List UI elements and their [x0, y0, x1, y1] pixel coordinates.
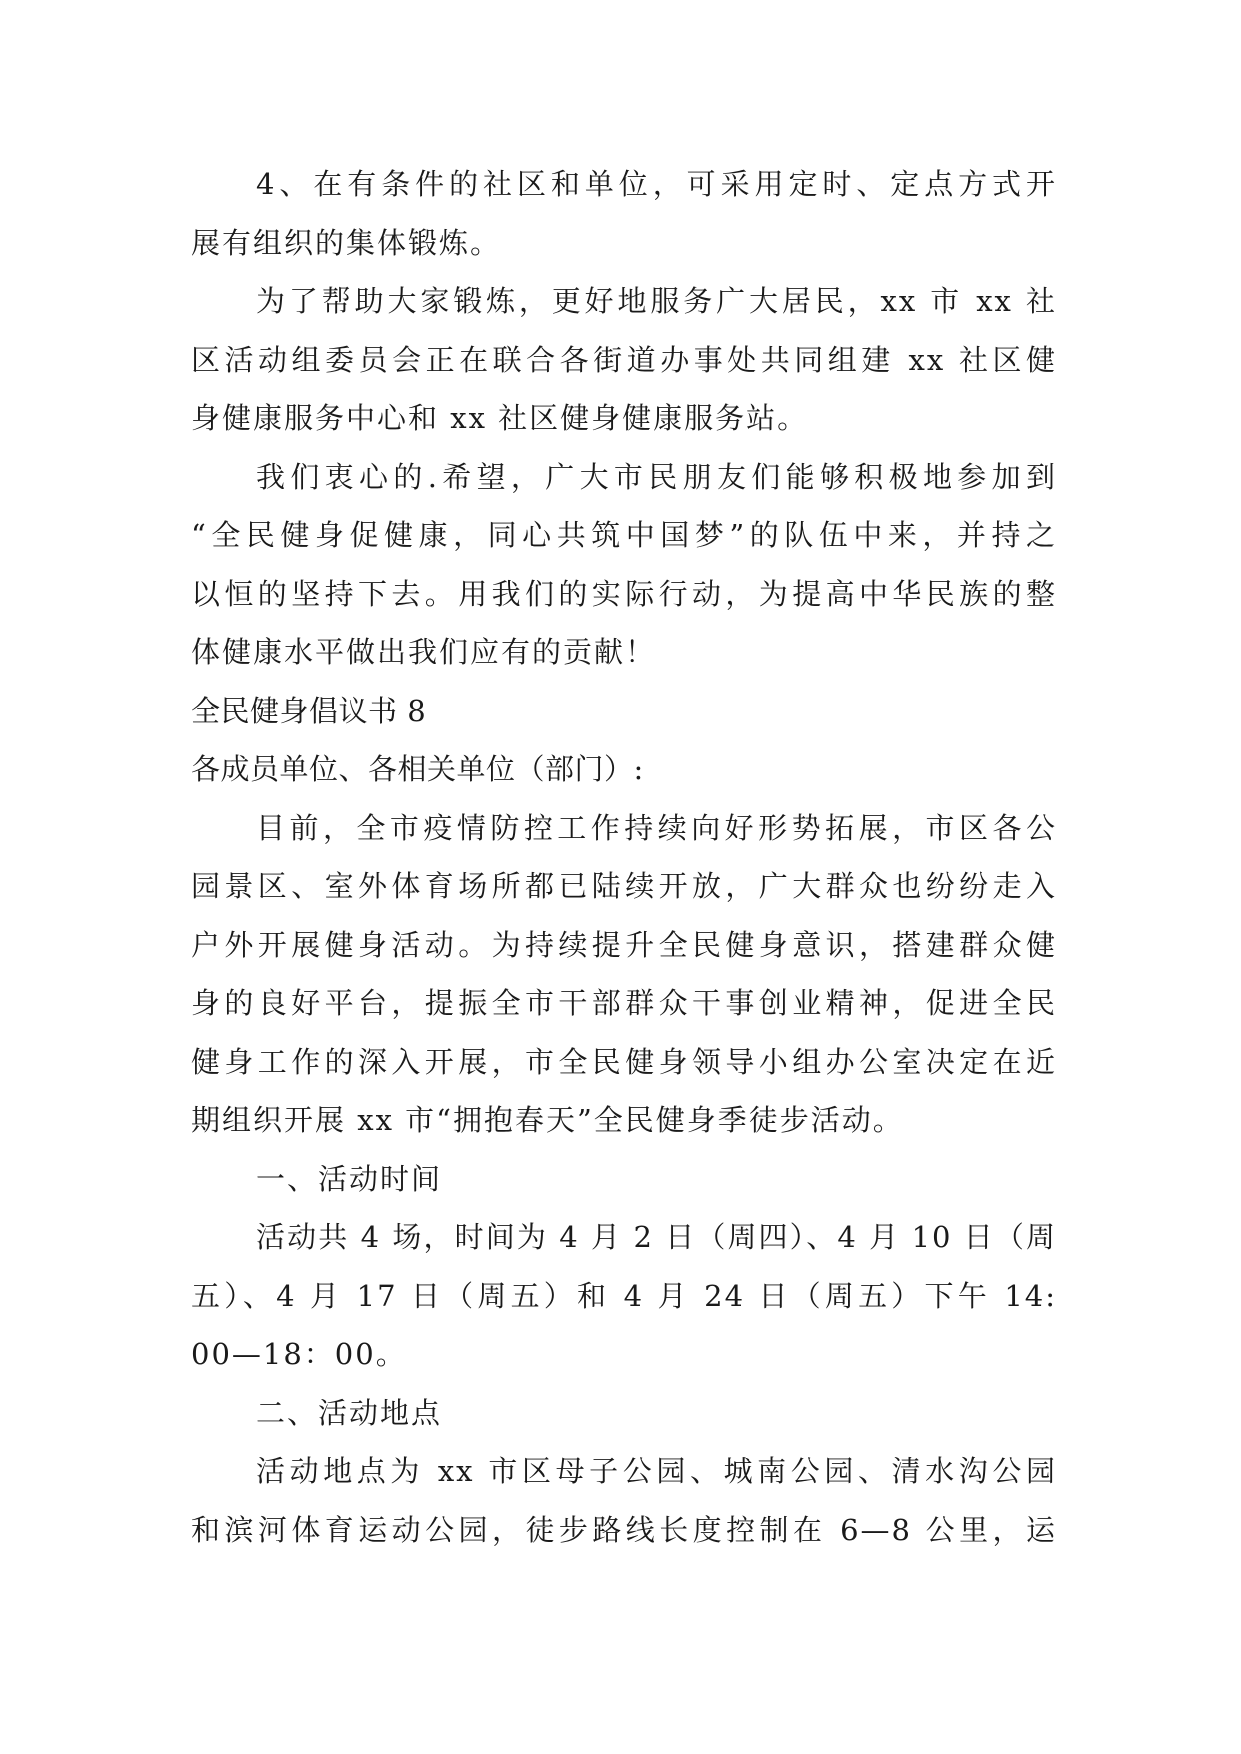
paragraph-line: 身健康服务中心和 xx 社区健身健康服务站。	[191, 401, 809, 435]
paragraph-line: 以恒的坚持下去。用我们的实际行动，为提高中华民族的整	[191, 576, 1057, 611]
paragraph-line: 期组织开展 xx 市“拥抱春天”全民健身季徒步活动。	[191, 1103, 904, 1137]
paragraph-line: 身的良好平台，提振全市干部群众干事创业精神，促进全民	[191, 986, 1057, 1020]
paragraph-line: 我们衷心的.希望，广大市民朋友们能够积极地参加到	[256, 459, 1057, 494]
paragraph-line: 展有组织的集体锻炼。	[191, 225, 502, 260]
paragraph-line: 00—18：00。	[191, 1337, 407, 1371]
paragraph-line: 和滨河体育运动公园，徒步路线长度控制在 6—8 公里，运	[191, 1512, 1057, 1547]
section-title: 全民健身倡议书 8	[191, 693, 427, 728]
paragraph-line: 目前，全市疫情防控工作持续向好形势拓展，市区各公	[256, 810, 1057, 845]
paragraph-line: 体健康水平做出我们应有的贡献！	[191, 635, 657, 669]
paragraph-line: 健身工作的深入开展，市全民健身领导小组办公室决定在近	[191, 1044, 1057, 1079]
paragraph-line: 4、在有条件的社区和单位，可采用定时、定点方式开	[256, 167, 1057, 201]
paragraph-line: 户外开展健身活动。为持续提升全民健身意识，搭建群众健	[191, 927, 1057, 962]
paragraph-line: “全民健身促健康，同心共筑中国梦”的队伍中来，并持之	[191, 518, 1057, 552]
subsection-heading: 一、活动时间	[256, 1161, 443, 1196]
paragraph-line: 五）、4 月 17 日（周五）和 4 月 24 日（周五）下午 14:	[191, 1278, 1057, 1313]
paragraph-line: 为了帮助大家锻炼，更好地服务广大居民，xx 市 xx 社	[256, 284, 1057, 318]
document-body	[191, 155, 1057, 1559]
paragraph-line: 区活动组委员会正在联合各街道办事处共同组建 xx 社区健	[191, 342, 1057, 377]
subsection-heading: 二、活动地点	[256, 1395, 443, 1430]
paragraph-line: 活动共 4 场，时间为 4 月 2 日（周四）、4 月 10 日（周	[256, 1220, 1057, 1254]
salutation-line: 各成员单位、各相关单位（部门）:	[191, 752, 644, 786]
paragraph-line: 活动地点为 xx 市区母子公园、城南公园、清水沟公园	[256, 1454, 1057, 1488]
paragraph-line: 园景区、室外体育场所都已陆续开放，广大群众也纷纷走入	[191, 869, 1057, 903]
